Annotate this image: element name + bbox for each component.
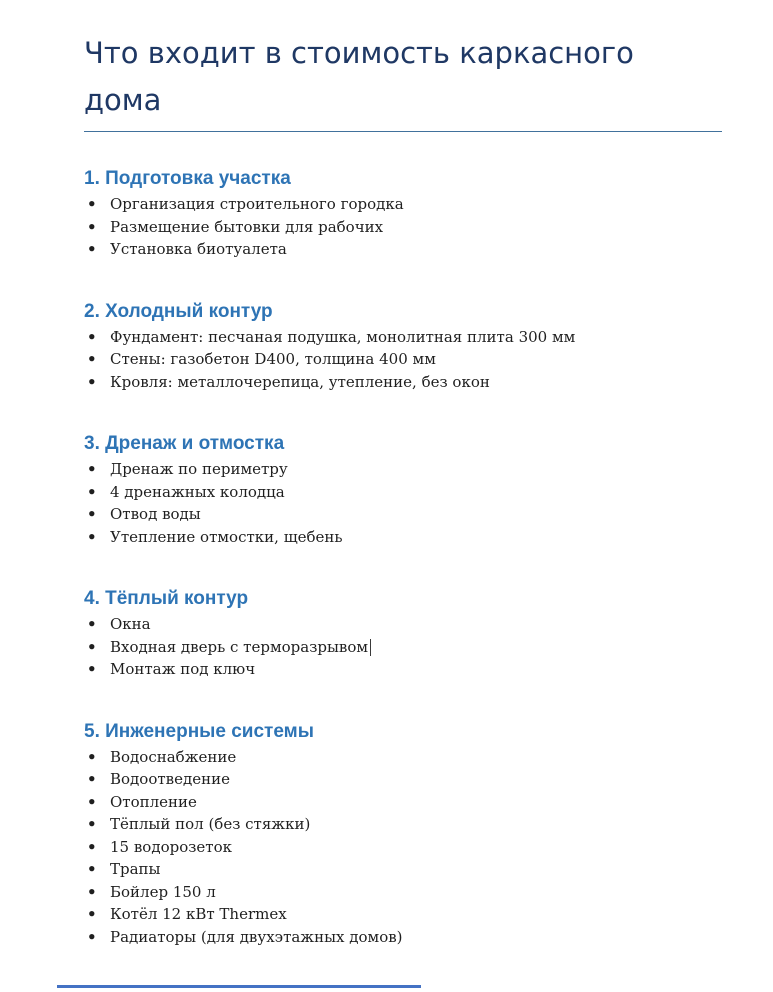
item-text: Дренаж по периметру [110,460,288,478]
list-item [87,836,722,859]
list-item [87,326,722,349]
section-site-preparation [84,168,722,261]
bullet-list [84,746,722,949]
item-text: Водоснабжение [110,747,237,766]
bullet-icon: • [87,460,97,478]
bullet-icon: • [87,372,97,391]
list-item [87,926,722,949]
item-text: Установка биотуалета [110,240,287,258]
list-item [87,791,722,814]
bullet-icon: • [87,615,97,633]
bullet-list [84,458,722,548]
item-text: 15 водорозеток [110,837,232,856]
section-heading: 5. Инженерные системы [84,720,314,742]
item-text: Монтаж под ключ [110,660,256,678]
bullet-icon: • [87,660,97,678]
bullet-list [84,613,722,681]
section-cold-contour [84,301,722,394]
bullet-icon: • [87,747,97,766]
list-item [87,216,722,239]
bullet-icon: • [87,240,97,258]
bullet-icon: • [87,527,97,546]
list-item [87,526,722,549]
bullet-icon: • [87,505,97,523]
list-item [87,193,722,216]
item-text: Тёплый пол (без стяжки) [110,815,311,833]
title-block [84,30,722,132]
list-item [87,636,722,659]
bullet-icon: • [87,327,97,346]
list-item [87,238,722,261]
section-warm-contour [84,588,722,681]
list-item [87,768,722,791]
list-item [87,348,722,371]
text-cursor [370,639,371,656]
section-engineering-systems [84,721,722,949]
list-item [87,371,722,394]
item-text: Отопление [110,792,197,811]
list-item [87,746,722,769]
bullet-icon: • [87,350,97,368]
bullet-icon: • [87,792,97,811]
item-text: Стены: газобетон D400, толщина 400 мм [110,350,436,368]
item-text: 4 дренажных колодца [110,482,285,501]
item-text: Размещение бытовки для рабочих [110,217,384,236]
bullet-list [84,326,722,394]
item-text: Окна [110,615,151,633]
page-title: Что входит в стоимость каркасного дома [84,36,634,117]
item-text: Кровля: металлочерепица, утепление, без окон [110,372,490,391]
list-item [87,813,722,836]
bullet-icon: • [87,217,97,236]
bullet-icon: • [87,770,97,788]
item-text: Организация строительного городка [110,195,404,213]
item-text: Бойлер 150 л [110,882,216,901]
item-text: Фундамент: песчаная подушка, монолитная плита 300 мм [110,327,576,346]
item-text: Входная дверь с терморазрывом [110,637,369,656]
section-drainage [84,433,722,548]
bullet-icon: • [87,195,97,213]
section-heading: 4. Тёплый контур [84,588,249,609]
title-divider [84,131,722,132]
list-item [87,858,722,881]
section-heading: 3. Дренаж и отмостка [84,433,285,454]
section-heading: 1. Подготовка участка [84,168,291,189]
bullet-icon: • [87,905,97,923]
item-text: Водоотведение [110,770,230,788]
bullet-icon: • [87,837,97,856]
list-item [87,903,722,926]
bullet-icon: • [87,637,97,656]
bullet-icon: • [87,815,97,833]
page-break-line [57,985,421,988]
bullet-icon: • [87,860,97,878]
list-item [87,481,722,504]
bullet-list [84,193,722,261]
bullet-icon: • [87,927,97,946]
list-item [87,613,722,636]
list-item [87,503,722,526]
list-item [87,881,722,904]
item-text: Утепление отмостки, щебень [110,527,343,546]
item-text: Отвод воды [110,505,201,523]
item-text: Котёл 12 кВт Thermex [110,905,287,923]
section-heading: 2. Холодный контур [84,300,273,322]
item-text: Радиаторы (для двухэтажных домов) [110,927,403,946]
bullet-icon: • [87,482,97,501]
bullet-icon: • [87,882,97,901]
item-text: Трапы [110,860,161,878]
list-item [87,658,722,681]
list-item [87,458,722,481]
